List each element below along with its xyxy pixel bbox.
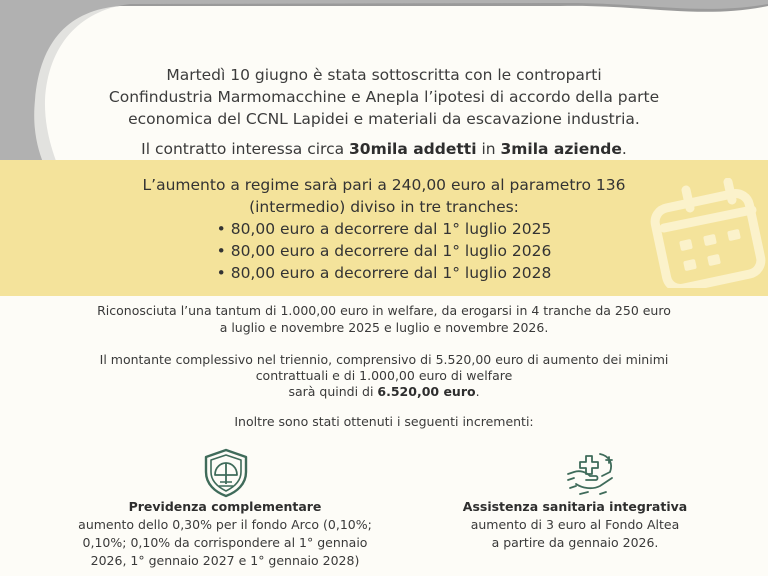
previdenza-title: Previdenza complementare xyxy=(128,499,322,514)
shield-umbrella-icon xyxy=(202,448,250,498)
welfare-paragraph xyxy=(0,302,768,336)
contract-middle: in xyxy=(476,140,501,158)
sanitaria-title: Assistenza sanitaria integrativa xyxy=(462,499,688,514)
intro-line: Confindustria Marmomacchine e Anepla l’ipotesi di accordo della parte xyxy=(108,88,660,106)
montante-suffix: . xyxy=(475,384,480,399)
tranche-item: • 80,00 euro a decorrere dal 1° luglio 2026 xyxy=(216,242,552,260)
contract-prefix: Il contratto interessa circa xyxy=(141,140,350,158)
intro-line: economica del CCNL Lapidei e materiali da escavazione industria. xyxy=(128,110,640,128)
sanitaria-line: aumento di 3 euro al Fondo Altea xyxy=(470,517,680,532)
montante-prefix: sarà quindi di xyxy=(288,384,378,399)
montante-line: Il montante complessivo nel triennio, comprensivo di 5.520,00 euro di aumento dei minimi xyxy=(99,352,669,367)
montante-line: contrattuali e di 1.000,00 euro di welfare xyxy=(255,368,513,383)
tranche-item: • 80,00 euro a decorrere dal 1° luglio 2028 xyxy=(216,264,552,282)
welfare-line: Riconosciuta l’una tantum di 1.000,00 euro in welfare, da erogarsi in 4 tranche da 250 euro xyxy=(97,303,671,318)
intro-paragraph xyxy=(0,64,768,130)
companies-count: 3mila aziende xyxy=(500,140,622,158)
sanitaria-column xyxy=(410,498,740,552)
increments-intro: Inoltre sono stati ottenuti i seguenti incrementi: xyxy=(234,414,534,429)
raise-section xyxy=(0,174,768,284)
intro-line: Martedì 10 giugno è stata sottoscritta con le controparti xyxy=(166,66,602,84)
welfare-line: a luglio e novembre 2025 e luglio e novembre 2026. xyxy=(219,320,549,335)
previdenza-line: 2026, 1° gennaio 2027 e 1° gennaio 2028) xyxy=(90,553,360,568)
sanitaria-line: a partire da gennaio 2026. xyxy=(491,535,659,550)
contract-suffix: . xyxy=(621,140,627,158)
contract-summary xyxy=(0,138,768,160)
raise-line: L’aumento a regime sarà pari a 240,00 euro al parametro 136 xyxy=(142,176,626,194)
hands-medical-cross-icon xyxy=(566,450,616,500)
previdenza-line: aumento dello 0,30% per il fondo Arco (0,10%; xyxy=(78,517,372,532)
previdenza-line: 0,10%; 0,10% da corrispondere al 1° gennaio xyxy=(82,535,368,550)
montante-line xyxy=(0,384,768,400)
tranche-item: • 80,00 euro a decorrere dal 1° luglio 2025 xyxy=(216,220,552,238)
montante-paragraph xyxy=(0,352,768,400)
montante-amount: 6.520,00 euro xyxy=(377,384,476,399)
previdenza-column xyxy=(40,498,410,570)
raise-line: (intermedio) diviso in tre tranches: xyxy=(249,198,519,216)
workers-count: 30mila addetti xyxy=(349,140,477,158)
